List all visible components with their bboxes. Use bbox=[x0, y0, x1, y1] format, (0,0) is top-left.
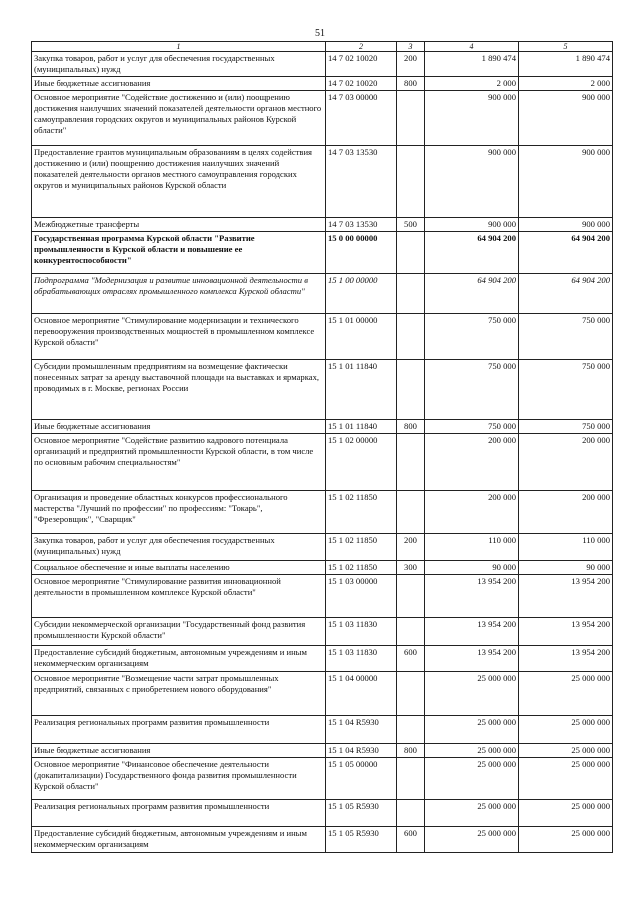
column-number-row bbox=[32, 42, 613, 52]
column-header-2: 2 bbox=[326, 42, 397, 52]
row-amount-next-cell: 900 000 bbox=[519, 146, 613, 218]
table-body bbox=[32, 52, 613, 853]
row-expense-type-cell bbox=[397, 314, 425, 360]
row-name-cell: Основное мероприятие "Финансовое обеспечение деятельности (докапитализации) Государственного фонда развития промышленности Курской области" bbox=[32, 758, 326, 800]
row-amount-next-cell: 200 000 bbox=[519, 491, 613, 534]
table-row bbox=[32, 646, 613, 672]
row-amount-cell: 25 000 000 bbox=[425, 744, 519, 758]
row-code-cell: 15 1 02 11850 bbox=[326, 561, 397, 575]
row-amount-next-cell: 2 000 bbox=[519, 77, 613, 91]
row-amount-next-cell: 64 904 200 bbox=[519, 274, 613, 314]
row-amount-cell: 2 000 bbox=[425, 77, 519, 91]
row-name-cell: Подпрограмма "Модернизация и развитие инновационной деятельности в обрабатывающих отраслях промышленного комплекса Курской области" bbox=[32, 274, 326, 314]
row-amount-cell: 200 000 bbox=[425, 491, 519, 534]
table-row bbox=[32, 744, 613, 758]
row-amount-cell: 1 890 474 bbox=[425, 52, 519, 77]
row-code-cell: 15 1 04 R5930 bbox=[326, 716, 397, 744]
row-amount-cell: 200 000 bbox=[425, 434, 519, 491]
row-name-cell: Реализация региональных программ развития промышленности bbox=[32, 716, 326, 744]
row-name-cell: Предоставление субсидий бюджетным, автономным учреждениям и иным некоммерческим организациям bbox=[32, 827, 326, 853]
row-expense-type-cell bbox=[397, 800, 425, 827]
row-amount-next-cell: 900 000 bbox=[519, 91, 613, 146]
table-row bbox=[32, 672, 613, 716]
table-row bbox=[32, 274, 613, 314]
table-row bbox=[32, 314, 613, 360]
table-row bbox=[32, 758, 613, 800]
row-amount-cell: 13 954 200 bbox=[425, 618, 519, 646]
row-name-cell: Организация и проведение областных конкурсов профессионального мастерства "Лучший по профессии" по профессиям: "Токарь", "Фрезеровщик", "Сварщик" bbox=[32, 491, 326, 534]
row-amount-cell: 900 000 bbox=[425, 218, 519, 232]
row-expense-type-cell bbox=[397, 491, 425, 534]
row-name-cell: Основное мероприятие "Содействие достижению и (или) поощрению достижения наилучших значений показателей деятельности органов местного самоуправления городских округов и муниципальных районов Курской области" bbox=[32, 91, 326, 146]
table-row bbox=[32, 534, 613, 561]
row-amount-next-cell: 90 000 bbox=[519, 561, 613, 575]
row-name-cell: Предоставление грантов муниципальным образованиям в целях содействия достижению и (или) поощрению достижения наилучших значений показателей деятельности органов местного самоуправления городских округов и муниципальных районов Курской области bbox=[32, 146, 326, 218]
column-header-4: 4 bbox=[425, 42, 519, 52]
row-name-cell: Основное мероприятие "Стимулирование модернизации и технического перевооружения производственных мощностей в промышленном комплексе Курской области" bbox=[32, 314, 326, 360]
row-code-cell: 15 1 03 11830 bbox=[326, 646, 397, 672]
row-amount-cell: 25 000 000 bbox=[425, 827, 519, 853]
row-code-cell: 15 1 04 R5930 bbox=[326, 744, 397, 758]
row-amount-cell: 110 000 bbox=[425, 534, 519, 561]
table-row bbox=[32, 561, 613, 575]
table-row bbox=[32, 800, 613, 827]
row-expense-type-cell bbox=[397, 716, 425, 744]
table-row bbox=[32, 218, 613, 232]
budget-table bbox=[31, 41, 613, 853]
column-header-3: 3 bbox=[397, 42, 425, 52]
table-row bbox=[32, 434, 613, 491]
row-amount-next-cell: 110 000 bbox=[519, 534, 613, 561]
row-amount-next-cell: 900 000 bbox=[519, 218, 613, 232]
row-code-cell: 15 1 05 00000 bbox=[326, 758, 397, 800]
row-amount-cell: 900 000 bbox=[425, 146, 519, 218]
row-amount-next-cell: 25 000 000 bbox=[519, 744, 613, 758]
row-code-cell: 15 1 02 11850 bbox=[326, 491, 397, 534]
row-amount-next-cell: 64 904 200 bbox=[519, 232, 613, 274]
row-name-cell: Государственная программа Курской области "Развитие промышленности в Курской области и повышение ее конкурентоспособности" bbox=[32, 232, 326, 274]
row-amount-cell: 750 000 bbox=[425, 420, 519, 434]
row-expense-type-cell: 300 bbox=[397, 561, 425, 575]
row-expense-type-cell: 600 bbox=[397, 827, 425, 853]
row-code-cell: 15 1 02 11850 bbox=[326, 534, 397, 561]
row-code-cell: 15 1 01 11840 bbox=[326, 420, 397, 434]
row-expense-type-cell: 500 bbox=[397, 218, 425, 232]
row-expense-type-cell bbox=[397, 232, 425, 274]
row-expense-type-cell bbox=[397, 618, 425, 646]
row-code-cell: 14 7 03 13530 bbox=[326, 218, 397, 232]
row-amount-next-cell: 13 954 200 bbox=[519, 646, 613, 672]
row-amount-next-cell: 13 954 200 bbox=[519, 618, 613, 646]
row-expense-type-cell bbox=[397, 360, 425, 420]
row-code-cell: 15 0 00 00000 bbox=[326, 232, 397, 274]
row-code-cell: 15 1 05 R5930 bbox=[326, 800, 397, 827]
row-name-cell: Межбюджетные трансферты bbox=[32, 218, 326, 232]
page-number: 51 bbox=[315, 28, 325, 39]
row-amount-cell: 90 000 bbox=[425, 561, 519, 575]
row-amount-cell: 64 904 200 bbox=[425, 232, 519, 274]
table-row bbox=[32, 146, 613, 218]
row-expense-type-cell bbox=[397, 575, 425, 618]
row-name-cell: Иные бюджетные ассигнования bbox=[32, 420, 326, 434]
row-code-cell: 15 1 03 00000 bbox=[326, 575, 397, 618]
row-code-cell: 14 7 03 13530 bbox=[326, 146, 397, 218]
row-name-cell: Закупка товаров, работ и услуг для обеспечения государственных (муниципальных) нужд bbox=[32, 534, 326, 561]
row-name-cell: Субсидии промышленным предприятиям на возмещение фактически понесенных затрат за аренду выставочной площади на выставках и ярмарках, проводимых в г. Москве, регионах России bbox=[32, 360, 326, 420]
row-amount-cell: 25 000 000 bbox=[425, 800, 519, 827]
row-code-cell: 15 1 00 00000 bbox=[326, 274, 397, 314]
table-row bbox=[32, 827, 613, 853]
row-expense-type-cell: 600 bbox=[397, 646, 425, 672]
row-amount-next-cell: 750 000 bbox=[519, 420, 613, 434]
row-code-cell: 15 1 03 11830 bbox=[326, 618, 397, 646]
row-amount-cell: 750 000 bbox=[425, 314, 519, 360]
row-amount-cell: 25 000 000 bbox=[425, 758, 519, 800]
row-amount-next-cell: 25 000 000 bbox=[519, 672, 613, 716]
table-row bbox=[32, 618, 613, 646]
row-expense-type-cell: 800 bbox=[397, 744, 425, 758]
table-row bbox=[32, 491, 613, 534]
row-expense-type-cell: 200 bbox=[397, 534, 425, 561]
row-amount-next-cell: 200 000 bbox=[519, 434, 613, 491]
row-code-cell: 14 7 02 10020 bbox=[326, 77, 397, 91]
column-header-1: 1 bbox=[32, 42, 326, 52]
row-name-cell: Субсидии некоммерческой организации "Государственный фонд развития промышленности Курской области" bbox=[32, 618, 326, 646]
column-header-5: 5 bbox=[519, 42, 613, 52]
table-row bbox=[32, 232, 613, 274]
row-expense-type-cell: 800 bbox=[397, 420, 425, 434]
row-amount-next-cell: 13 954 200 bbox=[519, 575, 613, 618]
row-expense-type-cell bbox=[397, 434, 425, 491]
row-expense-type-cell bbox=[397, 672, 425, 716]
row-amount-next-cell: 25 000 000 bbox=[519, 716, 613, 744]
row-expense-type-cell: 200 bbox=[397, 52, 425, 77]
row-expense-type-cell bbox=[397, 274, 425, 314]
row-name-cell: Основное мероприятие "Возмещение части затрат промышленных предприятий, связанных с приобретением нового оборудования" bbox=[32, 672, 326, 716]
row-amount-next-cell: 750 000 bbox=[519, 314, 613, 360]
table-row bbox=[32, 91, 613, 146]
table-row bbox=[32, 52, 613, 77]
row-code-cell: 15 1 01 11840 bbox=[326, 360, 397, 420]
table-row bbox=[32, 77, 613, 91]
row-expense-type-cell bbox=[397, 758, 425, 800]
row-name-cell: Основное мероприятие "Стимулирование развития инновационной деятельности в промышленном комплексе Курской области" bbox=[32, 575, 326, 618]
row-name-cell: Основное мероприятие "Содействие развитию кадрового потенциала организаций и предприятий промышленности Курской области, в том числе по основным рабочим специальностям" bbox=[32, 434, 326, 491]
row-code-cell: 14 7 03 00000 bbox=[326, 91, 397, 146]
row-amount-cell: 64 904 200 bbox=[425, 274, 519, 314]
row-name-cell: Иные бюджетные ассигнования bbox=[32, 744, 326, 758]
row-name-cell: Социальное обеспечение и иные выплаты населению bbox=[32, 561, 326, 575]
row-name-cell: Закупка товаров, работ и услуг для обеспечения государственных (муниципальных) нужд bbox=[32, 52, 326, 77]
row-name-cell: Предоставление субсидий бюджетным, автономным учреждениям и иным некоммерческим организациям bbox=[32, 646, 326, 672]
row-code-cell: 14 7 02 10020 bbox=[326, 52, 397, 77]
row-expense-type-cell bbox=[397, 146, 425, 218]
row-amount-cell: 900 000 bbox=[425, 91, 519, 146]
table-row bbox=[32, 716, 613, 744]
row-amount-cell: 25 000 000 bbox=[425, 672, 519, 716]
row-code-cell: 15 1 01 00000 bbox=[326, 314, 397, 360]
row-name-cell: Реализация региональных программ развития промышленности bbox=[32, 800, 326, 827]
row-code-cell: 15 1 02 00000 bbox=[326, 434, 397, 491]
row-amount-cell: 13 954 200 bbox=[425, 575, 519, 618]
row-amount-next-cell: 25 000 000 bbox=[519, 758, 613, 800]
row-amount-cell: 13 954 200 bbox=[425, 646, 519, 672]
row-code-cell: 15 1 05 R5930 bbox=[326, 827, 397, 853]
row-amount-next-cell: 1 890 474 bbox=[519, 52, 613, 77]
row-name-cell: Иные бюджетные ассигнования bbox=[32, 77, 326, 91]
row-amount-cell: 750 000 bbox=[425, 360, 519, 420]
table-row bbox=[32, 420, 613, 434]
row-code-cell: 15 1 04 00000 bbox=[326, 672, 397, 716]
row-expense-type-cell bbox=[397, 91, 425, 146]
row-amount-next-cell: 25 000 000 bbox=[519, 800, 613, 827]
row-amount-next-cell: 750 000 bbox=[519, 360, 613, 420]
table-row bbox=[32, 575, 613, 618]
row-amount-cell: 25 000 000 bbox=[425, 716, 519, 744]
row-expense-type-cell: 800 bbox=[397, 77, 425, 91]
table-row bbox=[32, 360, 613, 420]
row-amount-next-cell: 25 000 000 bbox=[519, 827, 613, 853]
